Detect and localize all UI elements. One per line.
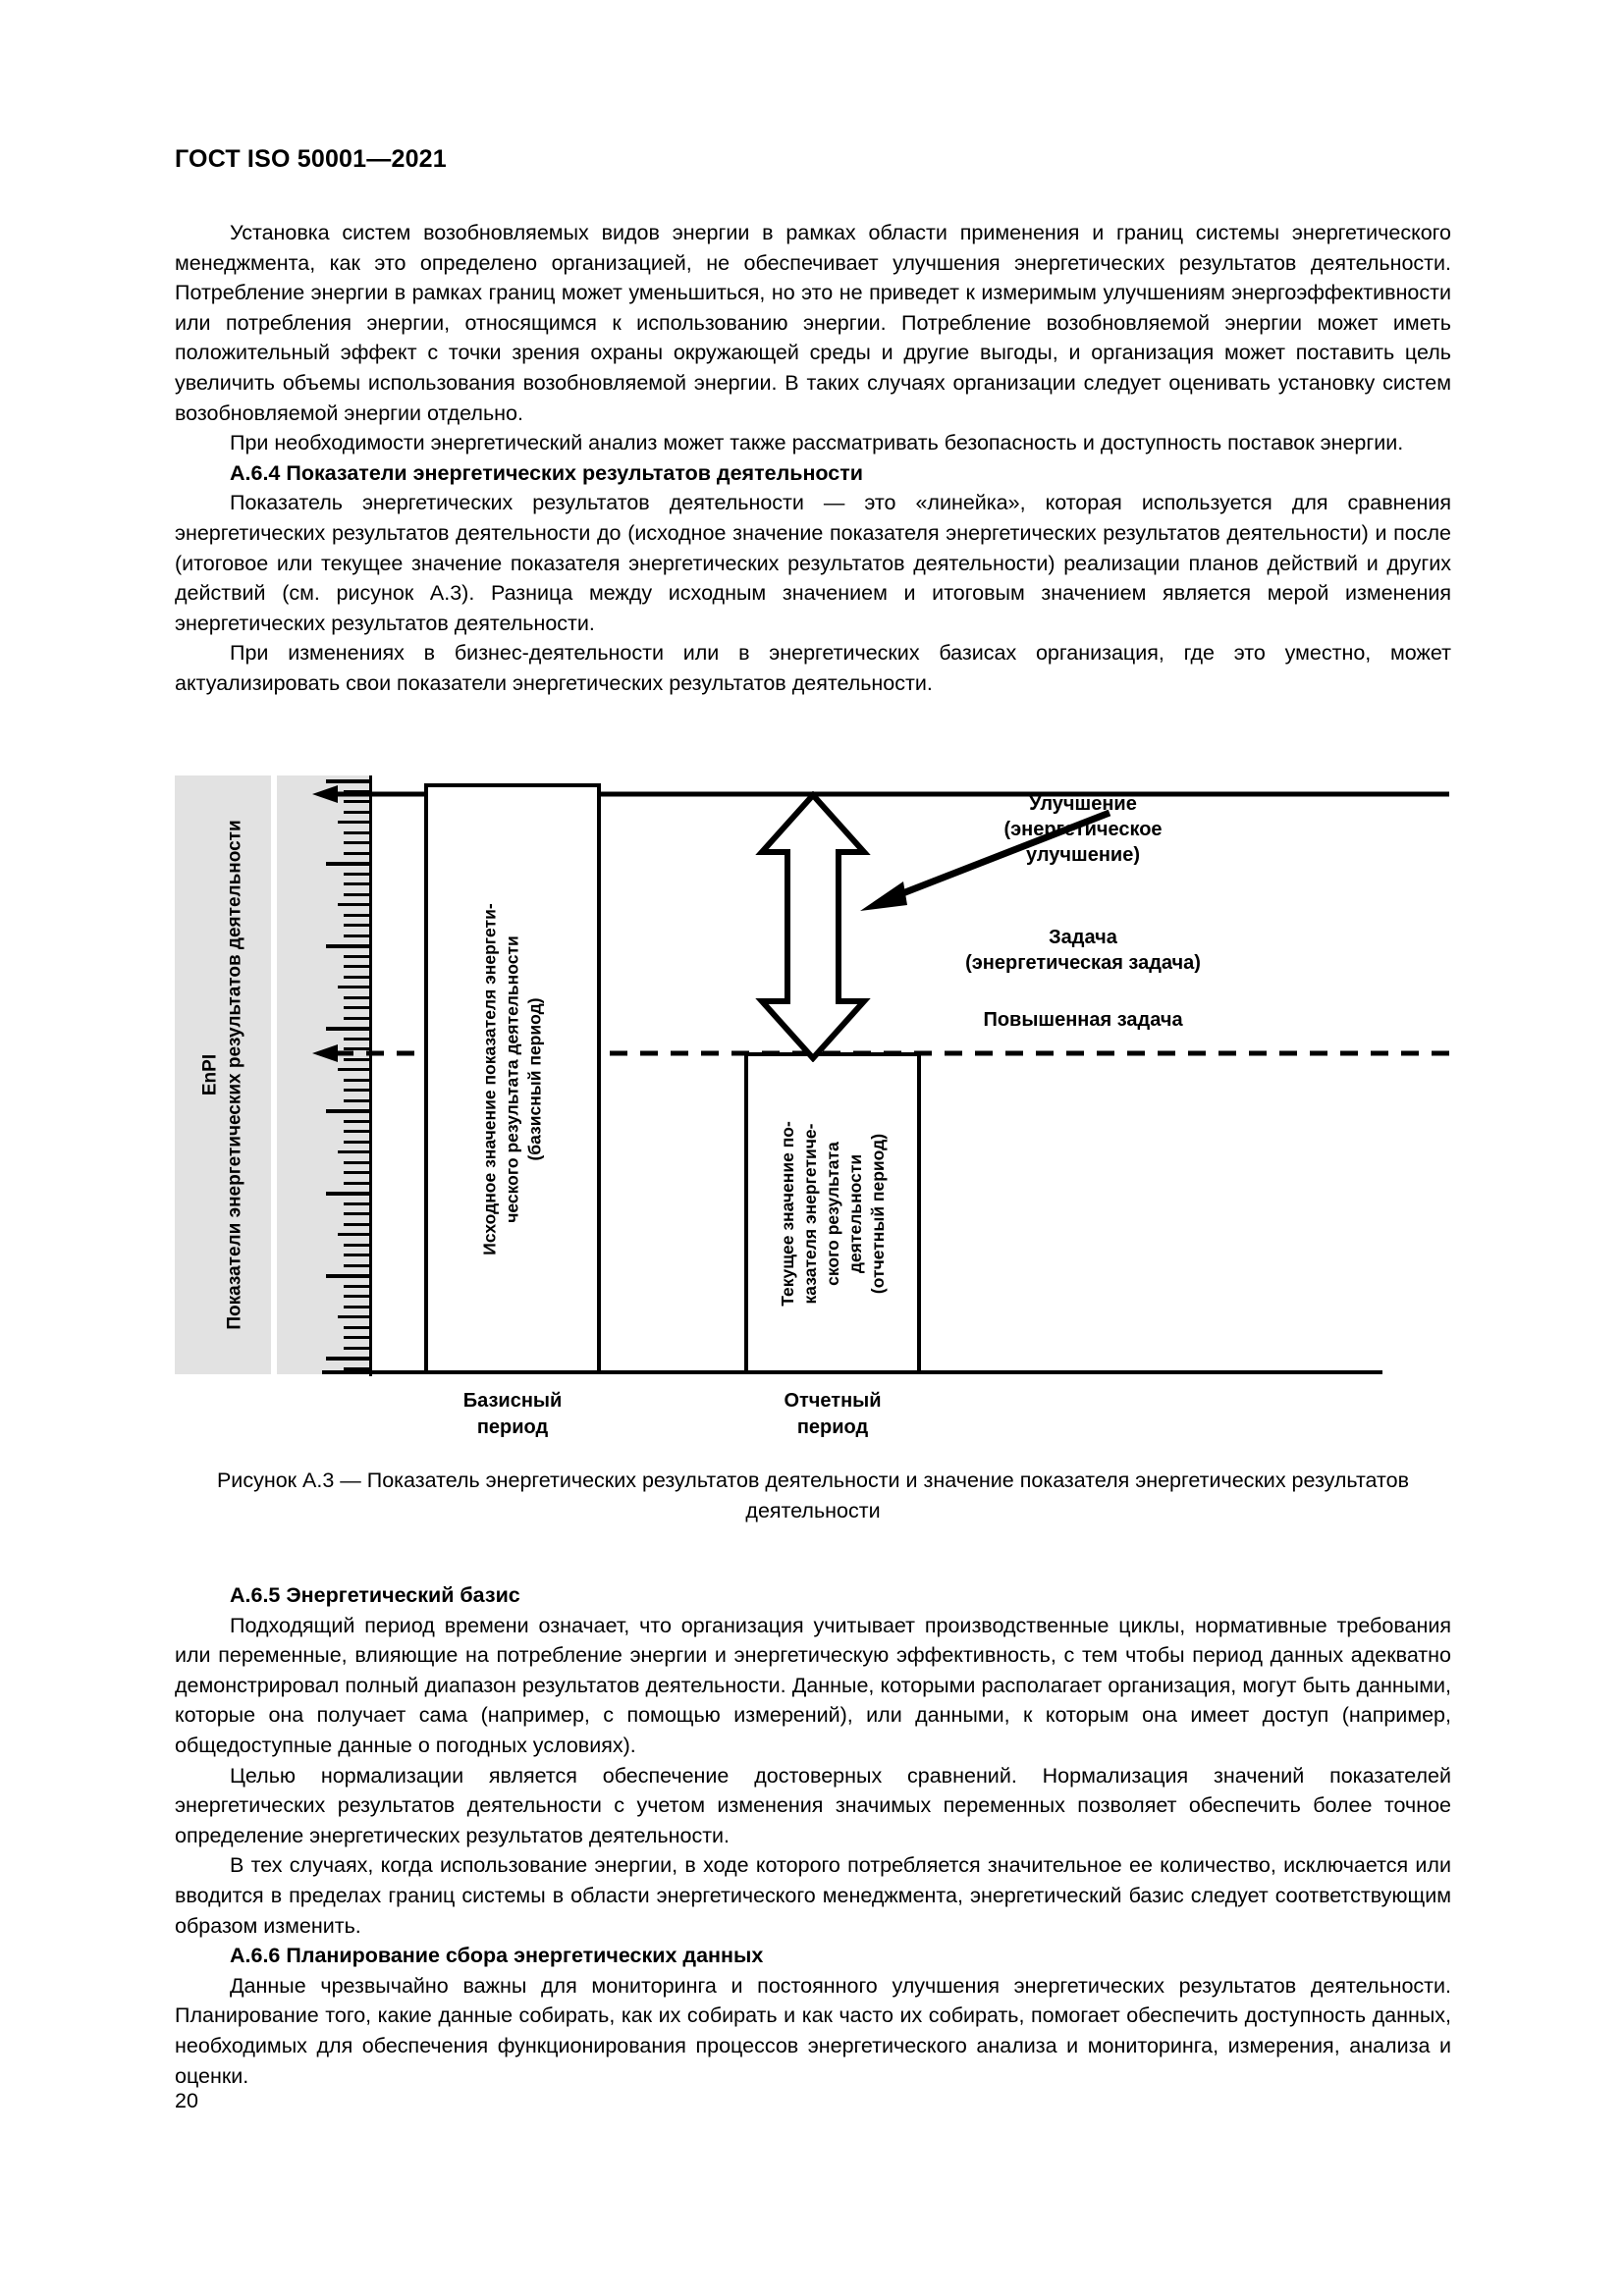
ruler-tick	[344, 955, 371, 958]
ruler-tick	[344, 1254, 371, 1256]
ruler-tick	[344, 1171, 371, 1174]
label-raised-target: Повышенная задача	[983, 1009, 1183, 1031]
ruler-tick	[344, 873, 371, 876]
ruler-tick	[344, 996, 371, 999]
ruler-tick	[344, 1161, 371, 1164]
ruler-tick	[344, 914, 371, 917]
document-header: ГОСТ ISO 50001—2021	[175, 145, 447, 173]
bottom-label-baseline-line1: Базисный	[462, 1390, 563, 1412]
current-period-label	[748, 1056, 917, 1370]
current-period-box	[744, 1052, 921, 1374]
paragraph-8: Данные чрезвычайно важны для мониторинга и постоянного улучшения энергетических результатов деятельности. Планирование того, какие данные собирать, как их собирать и как часто их собирать, помогает обеспечить доступность данных, необходимых для обеспечения функционирования процессов энергетического анализа и мониторинга, измерения, анализа и оценки.	[175, 1973, 1451, 2088]
baseline-label-line3: (базисный период)	[524, 996, 545, 1161]
figure-bottom-axis	[322, 1370, 1382, 1374]
ruler-tick	[338, 1233, 371, 1236]
baseline-period-box	[424, 783, 601, 1374]
ruler-tick	[344, 1089, 371, 1092]
figure-a3	[175, 775, 1451, 1438]
baseline-label-line1: Исходное значение показателя энергети-	[479, 902, 500, 1255]
ruler-tick	[344, 1079, 371, 1082]
ruler-tick	[344, 1182, 371, 1185]
ruler-tick	[344, 1223, 371, 1226]
paragraph-5: Подходящий период времени означает, что организация учитывает производственные циклы, нормативные требования или переменные, влияющие на потребление энергии и энергетическую эффективность, с тем чтобы период данных адекватно демонстрировал полный диапазон результатов деятельности. Данные, которыми располагает организация, могут быть данными, которые она получает сама (например, с помощью измерений), или данными, к которым она имеет доступ (например, общедоступные данные о погодных условиях).	[175, 1613, 1451, 1757]
label-improvement-line3: улучшение)	[1026, 844, 1140, 866]
ruler-tick	[344, 1264, 371, 1267]
label-target-line2: (энергетическая задача)	[965, 952, 1201, 974]
ruler-tick	[344, 811, 371, 814]
heading-a-6-4: А.6.4 Показатели энергетических результатов деятельности	[230, 460, 863, 485]
ruler-tick	[344, 882, 371, 885]
paragraph-2: При необходимости энергетический анализ может также рассматривать безопасность и доступность поставок энергии.	[230, 431, 1404, 455]
ruler-tick	[326, 1192, 371, 1196]
ruler-tick	[344, 1130, 371, 1133]
ruler-tick	[344, 1099, 371, 1102]
ruler-tick	[344, 1326, 371, 1329]
ruler-tick	[326, 1357, 371, 1361]
text-block-lower	[175, 1580, 1451, 2091]
baseline-period-label	[428, 787, 597, 1370]
ruler-tick	[344, 1202, 371, 1205]
ruler-tick	[344, 1336, 371, 1339]
ruler-tick	[344, 1306, 371, 1308]
label-target	[906, 925, 1260, 976]
bottom-label-current-line1: Отчетный	[784, 1390, 882, 1412]
ruler-tick	[344, 1017, 371, 1020]
paragraph-7: В тех случаях, когда использование энергии, в ходе которого потребляется значительное ее количество, исключается или вводится в пределах границ системы в области энергетического менеджмента, энергетический базис следует соответствующим образом изменить.	[175, 1853, 1451, 1938]
ruler-tick	[344, 976, 371, 979]
ruler-tick	[338, 986, 371, 988]
paragraph-1: Установка систем возобновляемых видов энергии в рамках области применения и границ системы энергетического менеджмента, как это определено организацией, не обеспечивает улучшения энергетических результатов деятельности. Потребление энергии в рамках границ может уменьшиться, но это не приведет к измеримым улучшениям энергоэффективности или потребления энергии, относящимся к использованию энергии. Потребление возобновляемой энергии может иметь положительный эффект с точки зрения охраны окружающей среды и другие выгоды, и организация может поставить цель увеличить объемы использования возобновляемой энергии. В таких случаях организации следует оценивать установку систем возобновляемой энергии отдельно.	[175, 221, 1451, 425]
enpi-ruler	[322, 775, 371, 1374]
bottom-label-current-line2: период	[796, 1416, 869, 1438]
heading-a-6-6: А.6.6 Планирование сбора энергетических данных	[230, 1944, 764, 1968]
ruler-tick	[326, 944, 371, 948]
ruler-tick	[344, 1295, 371, 1298]
ruler-tick	[344, 924, 371, 927]
current-label-line5: (отчетный период)	[867, 1133, 888, 1294]
ruler-tick	[338, 1315, 371, 1318]
ruler-tick	[326, 862, 371, 866]
axis-label-enpi-full: Показатели энергетических результатов деятельности	[225, 820, 246, 1330]
label-improvement-line2: (энергетическое	[1003, 819, 1163, 840]
bottom-label-current	[734, 1388, 931, 1441]
bottom-label-baseline	[414, 1388, 611, 1441]
label-improvement-line1: Улучшение	[1029, 793, 1137, 815]
heading-a-6-5: А.6.5 Энергетический базис	[230, 1583, 520, 1607]
ruler-tick	[344, 1347, 371, 1350]
ruler-tick	[338, 1150, 371, 1153]
paragraph-3: Показатель энергетических результатов деятельности — это «линейка», которая используется для сравнения энергетических результатов деятельности до (исходное значение показателя энергетических результатов деятельности) и после (итоговое или текущее значение показателя энергетических результатов деятельности) реализации планов действий и других действий (см. рисунок А.3). Разница между исходным значением и итоговым значением является мерой изменения энергетических результатов деятельности.	[175, 491, 1451, 635]
figure-caption: Рисунок А.3 — Показатель энергетических результатов деятельности и значение показателя энергетических результатов деятельности	[216, 1468, 1410, 1522]
label-target-line1: Задача	[1049, 927, 1117, 948]
paragraph-4: При изменениях в бизнес-деятельности или в энергетических базисах организация, где это уместно, может актуализировать свои показатели энергетических результатов деятельности.	[175, 641, 1451, 695]
ruler-tick	[338, 903, 371, 906]
ruler-tick	[344, 841, 371, 844]
ruler-tick	[326, 1027, 371, 1031]
page-number: 20	[175, 2089, 198, 2112]
ruler-tick	[344, 934, 371, 937]
ruler-tick	[344, 852, 371, 855]
axis-label-enpi	[175, 775, 271, 1374]
ruler-tick	[344, 1006, 371, 1009]
ruler-tick	[344, 1120, 371, 1123]
current-label-line1: Текущее значение по-	[777, 1120, 797, 1307]
text-block-upper	[175, 218, 1451, 699]
ruler-tick	[344, 1141, 371, 1144]
ruler-tick	[338, 1068, 371, 1071]
current-label-line3: ского результата	[822, 1141, 842, 1286]
baseline-label-line2: ческого результата деятельности	[502, 934, 522, 1223]
axis-label-enpi-abbrev: EnPI	[200, 1053, 222, 1096]
paragraph-6: Целью нормализации является обеспечение достоверных сравнений. Нормализация значений показателей энергетических результатов деятельности с учетом изменения значимых переменных позволяет обеспечить более точное определение энергетических результатов деятельности.	[175, 1763, 1451, 1847]
bottom-label-baseline-line2: период	[476, 1416, 549, 1438]
ruler-tick	[344, 893, 371, 896]
ruler-tick	[344, 965, 371, 968]
ruler-tick	[326, 1109, 371, 1113]
current-label-line4: деятельности	[844, 1153, 865, 1273]
current-label-line2: казателя энергетиче-	[799, 1123, 820, 1304]
ruler-tick	[344, 1212, 371, 1215]
ruler-tick	[344, 831, 371, 834]
ruler-tick	[326, 1274, 371, 1278]
ruler-tick	[344, 1244, 371, 1247]
ruler-tick	[338, 821, 371, 824]
ruler-tick	[344, 1285, 371, 1288]
label-improvement	[921, 791, 1245, 868]
